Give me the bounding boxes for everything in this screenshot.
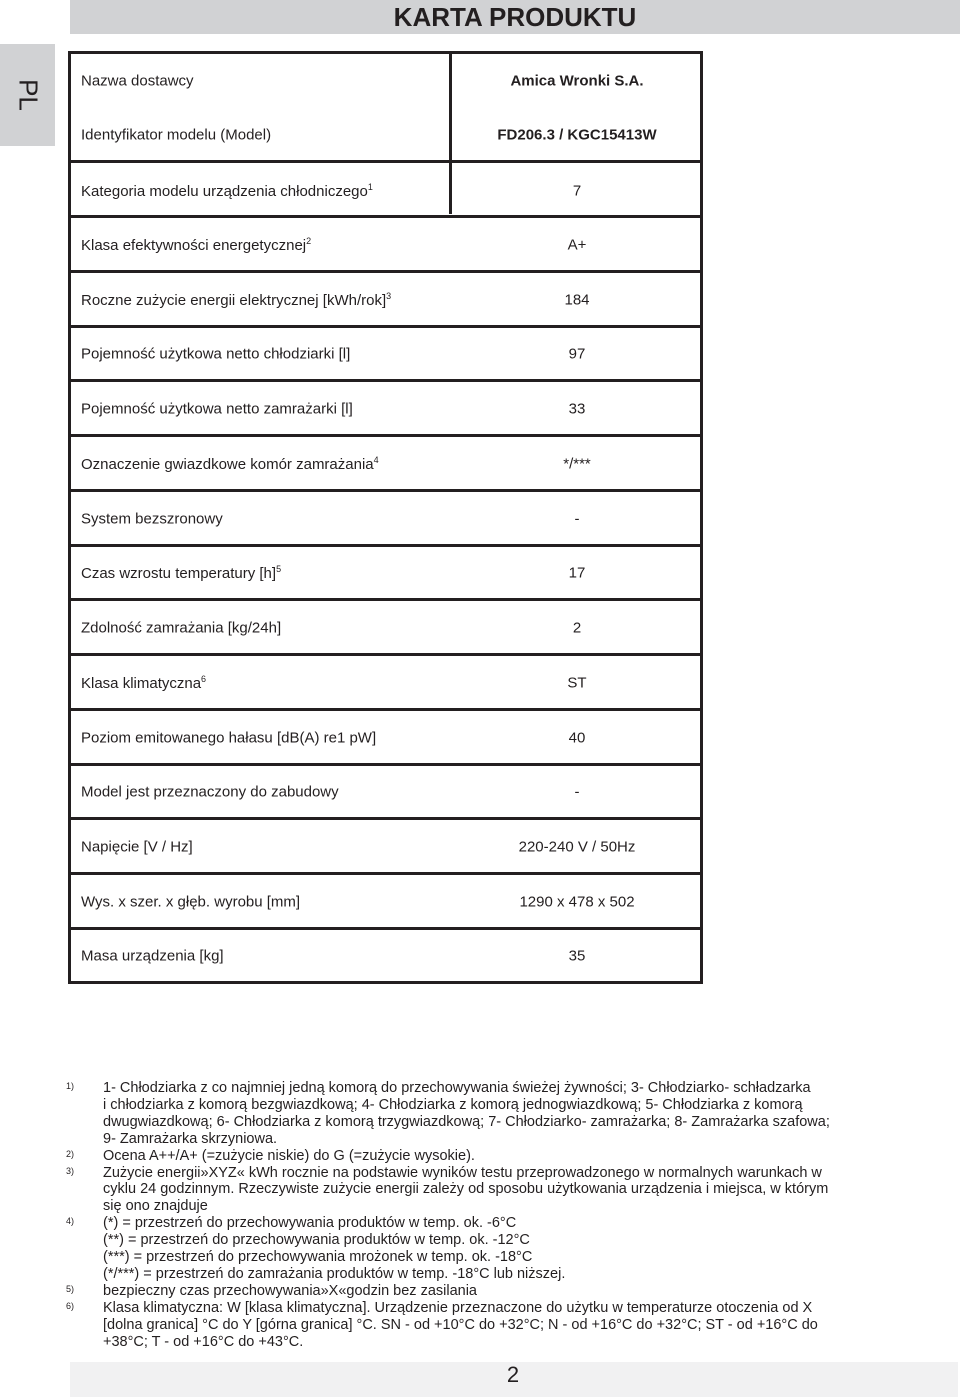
- row-label: [81, 620, 281, 637]
- table-row: [71, 765, 700, 819]
- row-value: 2: [572, 619, 582, 637]
- page-number: [0, 1362, 960, 1388]
- row-label-text: Kategoria modelu urządzenia chłodniczego: [81, 183, 368, 200]
- footnote-ref: 2: [306, 236, 312, 246]
- footnote-line: dwugwiazdkową; 6- Chłodziarka z komorą trzygwiazdkową; 7- Chłodziarko- zamrażarka; 8- Zamrażarka szafowa;: [103, 1113, 830, 1130]
- row-divider: [71, 653, 700, 656]
- row-divider: [71, 160, 700, 163]
- row-value: 35: [568, 947, 586, 965]
- table-row: [71, 437, 700, 491]
- row-label-text: Nazwa dostawcy: [81, 72, 194, 90]
- row-value: 220-240 V / 50Hz: [518, 838, 636, 856]
- row-label: [81, 511, 223, 528]
- footnote-line: się ono znajduje: [103, 1198, 208, 1215]
- row-value: FD206.3 / KGC15413W: [497, 126, 657, 144]
- table-row: [71, 656, 700, 710]
- footnote-line: (*/***) = przestrzeń do zamrażania produktów w temp. -18°C lub niższej.: [103, 1265, 566, 1282]
- row-label: [81, 182, 373, 200]
- footnote-line: (***) = przestrzeń do przechowywania mrożonek w temp. ok. -18°C: [103, 1249, 533, 1266]
- table-row: [71, 273, 700, 327]
- row-divider: [71, 817, 700, 820]
- row-label-text: Identyfikator modelu (Model): [81, 126, 272, 144]
- row-value: 1290 x 478 x 502: [519, 893, 635, 911]
- row-label-text: Napięcie [V / Hz]: [81, 838, 193, 856]
- table-row: [71, 875, 700, 929]
- table-row: [71, 108, 700, 162]
- table-row: [71, 164, 700, 218]
- footnote-mark: 3): [66, 1165, 75, 1176]
- row-value: 184: [564, 291, 590, 309]
- table-row: [71, 601, 700, 655]
- row-label: [81, 73, 194, 90]
- footnote-line: 9- Zamrażarka skrzyniowa.: [103, 1130, 278, 1147]
- row-divider: [71, 763, 700, 766]
- table-row: [71, 327, 700, 381]
- row-value: Amica Wronki S.A.: [510, 72, 644, 90]
- row-label: [81, 839, 193, 856]
- table-row: [71, 54, 700, 108]
- footnotes: [66, 1080, 946, 1351]
- footnote-line: bezpieczny czas przechowywania»X«godzin bez zasilania: [103, 1282, 477, 1299]
- row-label-text: Klasa efektywności energetycznej: [81, 237, 307, 254]
- footnote: [66, 1300, 946, 1351]
- table-row: [71, 546, 700, 600]
- footnote-ref: 3: [386, 291, 392, 301]
- row-label: [81, 674, 206, 692]
- page-title: KARTA PRODUKTU: [70, 0, 960, 34]
- footnote-line: (*) = przestrzeń do przechowywania produktów w temp. ok. -6°C: [103, 1215, 517, 1232]
- row-label-text: System bezszronowy: [81, 510, 223, 528]
- row-label: [81, 948, 224, 965]
- footnote-mark: 1): [66, 1081, 75, 1091]
- table-row: [71, 820, 700, 874]
- page-number-text: 2: [506, 1362, 520, 1387]
- footnote-line: (**) = przestrzeń do przechowywania produktów w temp. ok. -12°C: [103, 1232, 530, 1249]
- language-tab: [0, 44, 55, 146]
- row-divider: [71, 270, 700, 273]
- footnote: [66, 1080, 946, 1148]
- row-label: [81, 127, 271, 144]
- row-divider: [71, 544, 700, 547]
- row-label-text: Poziom emitowanego hałasu [dB(A) re1 pW]: [81, 729, 377, 747]
- row-value: 97: [568, 345, 586, 363]
- row-value: 7: [572, 182, 582, 200]
- row-label-text: Roczne zużycie energii elektrycznej [kWh/rok]: [81, 292, 387, 309]
- row-label: [81, 401, 353, 418]
- row-label: [81, 291, 391, 309]
- table-row: [71, 382, 700, 436]
- row-divider: [71, 325, 700, 328]
- row-value: 40: [568, 729, 586, 747]
- row-value: ST: [567, 674, 587, 692]
- row-label-text: Zdolność zamrażania [kg/24h]: [81, 619, 282, 637]
- row-divider: [71, 927, 700, 930]
- footnote-ref: 6: [201, 674, 207, 684]
- footnote-line: i chłodziarka z komorą bezgwiazdkową; 4- Chłodziarka z komorą jednogwiazdkową; 5- Chłodziarka z komorą: [103, 1096, 803, 1113]
- language-code: PL: [13, 79, 43, 111]
- row-divider: [71, 379, 700, 382]
- row-divider: [71, 872, 700, 875]
- footnote-mark: 2): [66, 1148, 75, 1159]
- footnote-line: Ocena A++/A+ (=zużycie niskie) do G (=zużycie wysokie).: [103, 1147, 475, 1164]
- row-label: [81, 894, 300, 911]
- table-row: [71, 218, 700, 272]
- row-divider: [71, 215, 700, 218]
- row-label: [81, 730, 376, 747]
- row-label: [81, 236, 311, 254]
- table-row: [71, 492, 700, 546]
- footnote-ref: 1: [367, 182, 373, 192]
- row-label-text: Pojemność użytkowa netto chłodziarki [l]: [81, 345, 351, 363]
- row-label-text: Model jest przeznaczony do zabudowy: [81, 783, 339, 801]
- footnote-line: 1- Chłodziarka z co najmniej jedną komorą do przechowywania świeżej żywności; 3- Chłodziarko- schładzarka: [103, 1080, 811, 1096]
- footnote-ref: 5: [276, 564, 282, 574]
- table-row: [71, 711, 700, 765]
- footnote-mark: 4): [66, 1216, 75, 1227]
- row-divider: [71, 434, 700, 437]
- footnote-line: Klasa klimatyczna: W [klasa klimatyczna]. Urządzenie przeznaczone do użytku w temperaturze otoczenia od X: [103, 1299, 813, 1316]
- table-row: [71, 929, 700, 983]
- row-label: [81, 455, 379, 473]
- row-value: A+: [567, 236, 587, 254]
- footnote-line: Zużycie energii»XYZ« kWh rocznie na podstawie wyników testu przeprowadzonego w normalnych warunkach w: [103, 1164, 822, 1181]
- row-value: */***: [563, 455, 591, 473]
- row-label-text: Oznaczenie gwiazdkowe komór zamrażania: [81, 456, 374, 473]
- row-value: -: [574, 783, 580, 801]
- row-label: [81, 784, 339, 801]
- row-label-text: Klasa klimatyczna: [81, 675, 202, 692]
- row-divider: [71, 708, 700, 711]
- footnote-mark: 6): [66, 1300, 75, 1311]
- footnote-line: [dolna granica] °C do Y [górna granica] °C. SN - od +10°C do +32°C; N - od +16°C do +32°C; ST - od +16°C do: [103, 1316, 818, 1333]
- footnote-ref: 4: [373, 455, 379, 465]
- row-divider: [71, 489, 700, 492]
- row-label: [81, 346, 350, 363]
- footnote: [66, 1215, 946, 1283]
- row-label-text: Wys. x szer. x głęb. wyrobu [mm]: [81, 893, 301, 911]
- footnote-line: cyklu 24 godzinnym. Rzeczywiste zużycie energii zależy od sposobu użytkowania urządzenia i miejsca, w którym: [103, 1181, 829, 1198]
- footnote: [66, 1148, 946, 1165]
- row-value: -: [574, 510, 580, 528]
- row-divider: [71, 598, 700, 601]
- row-label-text: Masa urządzenia [kg]: [81, 947, 224, 965]
- row-value: 17: [568, 564, 586, 582]
- row-label: [81, 564, 281, 582]
- footnote: [66, 1165, 946, 1216]
- footnote-line: +38°C; T - od +16°C do +43°C.: [103, 1333, 304, 1350]
- row-label-text: Czas wzrostu temperatury [h]: [81, 565, 277, 582]
- row-label-text: Pojemność użytkowa netto zamrażarki [l]: [81, 400, 353, 418]
- footnote-mark: 5): [66, 1283, 75, 1294]
- footnote: [66, 1283, 946, 1300]
- row-value: 33: [568, 400, 586, 418]
- product-table: [68, 51, 703, 984]
